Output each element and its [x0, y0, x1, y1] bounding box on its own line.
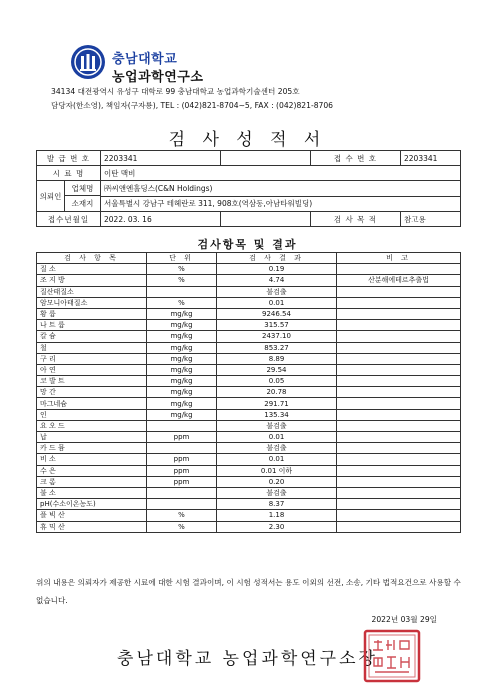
result-note	[337, 331, 461, 342]
result-unit	[147, 420, 217, 431]
result-note	[337, 264, 461, 275]
result-value: 0.01	[217, 432, 337, 443]
result-unit: mg/kg	[147, 398, 217, 409]
table-row	[37, 297, 461, 308]
company-location: 서울특별시 강남구 테헤란로 311, 908호(역삼동,아남타워빌딩)	[101, 196, 461, 212]
result-note	[337, 342, 461, 353]
result-value: 0.01	[217, 297, 337, 308]
result-note	[337, 286, 461, 297]
result-unit: ppm	[147, 454, 217, 465]
result-item: 질 소	[37, 264, 147, 275]
table-row	[37, 387, 461, 398]
receipt-date-label: 접수년월일	[37, 212, 101, 227]
result-value: 불검출	[217, 420, 337, 431]
result-unit: %	[147, 264, 217, 275]
result-value: 135.34	[217, 409, 337, 420]
result-unit: ppm	[147, 465, 217, 476]
result-note	[337, 521, 461, 532]
result-note	[337, 487, 461, 498]
table-row	[37, 432, 461, 443]
issue-no-label: 발 급 번 호	[37, 151, 101, 166]
results-table	[36, 252, 461, 533]
result-value: 불검출	[217, 443, 337, 454]
result-item: pH(수소이온농도)	[37, 499, 147, 510]
result-value: 315.57	[217, 320, 337, 331]
result-item: 칼 슘	[37, 331, 147, 342]
result-note	[337, 409, 461, 420]
result-value: 0.05	[217, 376, 337, 387]
client-label: 의뢰인	[37, 181, 65, 211]
result-item: 철	[37, 342, 147, 353]
col-header-unit: 단 위	[147, 253, 217, 264]
table-row	[37, 521, 461, 532]
result-unit	[147, 487, 217, 498]
result-item: 불 소	[37, 487, 147, 498]
table-row	[37, 487, 461, 498]
result-item: 황 륨	[37, 308, 147, 319]
result-unit: ppm	[147, 476, 217, 487]
result-value: 9246.54	[217, 308, 337, 319]
table-row	[37, 331, 461, 342]
sample-name: 이탄 맥비	[101, 166, 461, 181]
org-subtitle: 농업과학연구소	[112, 70, 204, 85]
table-row	[37, 264, 461, 275]
result-unit: mg/kg	[147, 353, 217, 364]
result-unit: mg/kg	[147, 331, 217, 342]
result-note	[337, 353, 461, 364]
document-title: 검 사 성 적 서	[168, 130, 327, 150]
info-table	[36, 150, 461, 227]
table-row	[37, 364, 461, 375]
result-note	[337, 510, 461, 521]
result-unit: mg/kg	[147, 342, 217, 353]
result-item: 비 소	[37, 454, 147, 465]
result-note	[337, 454, 461, 465]
result-unit: %	[147, 275, 217, 286]
result-value: 8.89	[217, 353, 337, 364]
result-unit: mg/kg	[147, 376, 217, 387]
result-item: 인	[37, 409, 147, 420]
table-row	[37, 353, 461, 364]
result-item: 암모니아태질소	[37, 297, 147, 308]
issue-date: 2022년 03월 29일	[371, 615, 437, 624]
results-header-row	[37, 253, 461, 264]
result-note	[337, 420, 461, 431]
result-note	[337, 297, 461, 308]
result-unit: mg/kg	[147, 409, 217, 420]
col-header-note: 비 고	[337, 253, 461, 264]
result-item: 질산태질소	[37, 286, 147, 297]
sample-name-label: 시 료 명	[37, 166, 101, 181]
result-note	[337, 308, 461, 319]
issuer-name: 충남대학교 농업과학연구소장	[117, 649, 378, 669]
table-row	[37, 275, 461, 286]
university-logo-icon	[70, 44, 106, 80]
col-header-value: 검 사 결 과	[217, 253, 337, 264]
table-row	[37, 443, 461, 454]
official-seal-stamp	[362, 628, 422, 684]
org-name: 충남대학교	[112, 52, 178, 67]
table-row	[37, 510, 461, 521]
result-item: 조 지 방	[37, 275, 147, 286]
result-value: 2.30	[217, 521, 337, 532]
issue-no: 2203341	[101, 151, 221, 166]
table-row	[37, 499, 461, 510]
results-section-title: 검사항목 및 결과	[197, 238, 298, 251]
result-item: 코 발 트	[37, 376, 147, 387]
org-contact: 담당자(한소영), 책임자(구자룡), TEL : (042)821-8704~5, FAX : (042)821-8706	[51, 101, 334, 110]
result-item: 플 빅 산	[37, 510, 147, 521]
company-name: ㈜씨앤엔홀딩스(C&N Holdings)	[101, 181, 461, 197]
table-row	[37, 286, 461, 297]
result-unit: %	[147, 510, 217, 521]
org-address: 34134 대전광역시 유성구 대학로 99 충남대학교 농업과학기술센터 205호	[51, 87, 300, 96]
disclaimer-note: 위의 내용은 의뢰자가 제공한 시료에 대한 시험 결과이며, 이 시험 성적서는 용도 이외의 선전, 소송, 기타 법적요건으로 사용할 수 없습니다.	[36, 578, 461, 605]
company-label: 업체명	[65, 181, 100, 196]
result-unit: mg/kg	[147, 387, 217, 398]
result-value: 0.19	[217, 264, 337, 275]
result-value: 20.78	[217, 387, 337, 398]
result-note	[337, 465, 461, 476]
receipt-no: 2203341	[401, 151, 461, 166]
result-note	[337, 476, 461, 487]
result-note	[337, 499, 461, 510]
result-note	[337, 320, 461, 331]
table-row	[37, 320, 461, 331]
table-row	[37, 342, 461, 353]
result-note	[337, 376, 461, 387]
purpose: 참고용	[401, 212, 461, 227]
result-item: 요 오 드	[37, 420, 147, 431]
result-note: 산분해에테르추출법	[337, 275, 461, 286]
col-header-item: 검 사 항 목	[37, 253, 147, 264]
table-row	[37, 308, 461, 319]
result-value: 불검출	[217, 286, 337, 297]
table-row	[37, 465, 461, 476]
result-value: 4.74	[217, 275, 337, 286]
table-row	[37, 398, 461, 409]
result-unit: %	[147, 521, 217, 532]
result-value: 29.54	[217, 364, 337, 375]
result-item: 휴 믹 산	[37, 521, 147, 532]
result-unit: %	[147, 297, 217, 308]
table-row	[37, 409, 461, 420]
result-unit: mg/kg	[147, 320, 217, 331]
result-item: 카 드 뮴	[37, 443, 147, 454]
result-value: 853.27	[217, 342, 337, 353]
result-value: 8.37	[217, 499, 337, 510]
result-value: 0.01 이하	[217, 465, 337, 476]
result-item: 아 연	[37, 364, 147, 375]
result-value: 불검출	[217, 487, 337, 498]
result-item: 망 간	[37, 387, 147, 398]
result-note	[337, 432, 461, 443]
table-row	[37, 376, 461, 387]
result-item: 나 트 륨	[37, 320, 147, 331]
result-item: 마그네슘	[37, 398, 147, 409]
result-value: 1.18	[217, 510, 337, 521]
receipt-no-label: 접 수 번 호	[311, 151, 401, 166]
result-note	[337, 443, 461, 454]
purpose-label: 검 사 목 적	[311, 212, 401, 227]
location-label: 소재지	[71, 199, 94, 208]
result-note	[337, 398, 461, 409]
table-row	[37, 420, 461, 431]
result-value: 291.71	[217, 398, 337, 409]
result-note	[337, 387, 461, 398]
result-item: 수 은	[37, 465, 147, 476]
result-item: 납	[37, 432, 147, 443]
table-row	[37, 476, 461, 487]
result-note	[337, 364, 461, 375]
result-value: 0.20	[217, 476, 337, 487]
table-row	[37, 454, 461, 465]
result-unit: ppm	[147, 432, 217, 443]
result-value: 0.01	[217, 454, 337, 465]
result-item: 구 리	[37, 353, 147, 364]
result-value: 2437.10	[217, 331, 337, 342]
receipt-date: 2022. 03. 16	[101, 212, 221, 227]
result-unit	[147, 286, 217, 297]
result-unit	[147, 499, 217, 510]
result-unit	[147, 443, 217, 454]
result-item: 크 롬	[37, 476, 147, 487]
result-unit: mg/kg	[147, 308, 217, 319]
result-unit: mg/kg	[147, 364, 217, 375]
